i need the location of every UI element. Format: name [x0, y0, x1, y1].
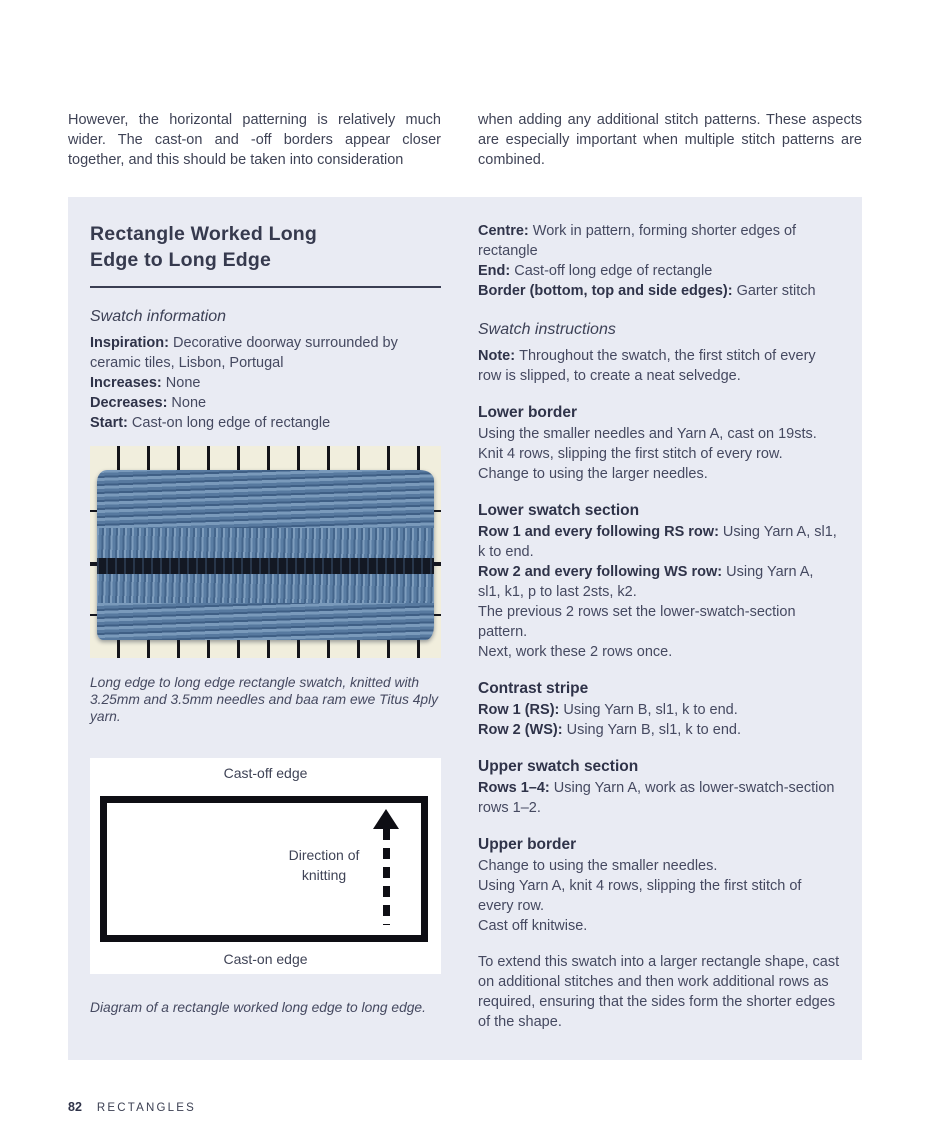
instruction-line: Row 1 and every following RS row: Using Yarn A, sl1, k to end. [478, 524, 837, 560]
contrast-stripe-band [97, 558, 434, 573]
info-label: Increases: [90, 375, 166, 391]
intro-paragraphs [68, 0, 862, 170]
swatch-photo [90, 446, 441, 658]
section-upper-swatch [478, 756, 840, 818]
info-value: None [171, 395, 207, 411]
info-label: End: [478, 263, 515, 279]
instruction-line: The previous 2 rows set the lower-swatch-section pattern. [478, 604, 796, 640]
info-line [90, 333, 441, 373]
knitted-swatch [97, 470, 434, 640]
pattern-panel [68, 197, 862, 1060]
info-label: Inspiration: [90, 335, 173, 351]
instruction-line: Cast off knitwise. [478, 918, 588, 934]
section-title: Lower border [478, 404, 578, 421]
info-value: Work in pattern, forming shorter edges of rectangle [478, 223, 797, 259]
note-line [478, 346, 840, 386]
instruction-line: Using Yarn A, knit 4 rows, slipping the first stitch of every row. [478, 878, 802, 914]
row-label: Row 2 (WS): [478, 722, 567, 738]
cast-on-edge-label: Cast-on edge [223, 951, 308, 967]
section-contrast-stripe [478, 678, 840, 740]
row-label: Row 2 and every following WS row: [478, 564, 727, 580]
ruler-ticks-top [90, 446, 441, 472]
title-rule [90, 286, 441, 288]
chapter-title: RECTANGLES [96, 1102, 197, 1114]
section-lower-swatch [478, 500, 840, 662]
note-text: Throughout the swatch, the first stitch of every row is slipped, to create a neat selvedge. [478, 348, 816, 384]
section-title: Upper border [478, 836, 577, 853]
swatch-information-list [90, 333, 441, 433]
swatch-information-heading: Swatch information [90, 308, 227, 325]
info-value: Decorative doorway surrounded by ceramic tiles, Lisbon, Portugal [90, 335, 398, 371]
instruction-line: Rows 1–4: Using Yarn A, work as lower-swatch-section rows 1–2. [478, 780, 835, 816]
garter-band-bottom [97, 603, 434, 640]
info-line [90, 373, 441, 393]
swatch-instructions-heading: Swatch instructions [478, 321, 616, 338]
panel-title: Rectangle Worked Long Edge to Long Edge [90, 223, 318, 271]
info-label: Decreases: [90, 395, 172, 411]
info-value: Cast-off long edge of rectangle [514, 263, 713, 279]
rectangle-diagram [90, 758, 441, 974]
instruction-line: Row 2 (WS): Using Yarn B, sl1, k to end. [478, 722, 741, 738]
page-number: 82 [68, 1100, 82, 1114]
info-line [478, 261, 840, 281]
stockinette-band-upper [97, 528, 434, 559]
intro-paragraph-right: when adding any additional stitch patterns. These aspects are especially important when multiple stitch patterns are combined. [478, 112, 862, 168]
closing-paragraph: To extend this swatch into a larger rectangle shape, cast on additional stitches and then work additional rows as required, ensuring that the sides form the shorter edges of the shape. [478, 954, 840, 1030]
dashed-arrow-shaft [383, 829, 390, 925]
info-line [478, 221, 840, 261]
stockinette-band-lower [97, 574, 434, 603]
direction-of-knitting-label: Direction of knitting [288, 847, 360, 883]
cast-off-edge-label: Cast-off edge [223, 765, 308, 781]
panel-left-column [90, 221, 441, 1032]
row-label: Row 1 and every following RS row: [478, 524, 723, 540]
section-upper-border [478, 834, 840, 936]
row-label: Row 1 (RS): [478, 702, 564, 718]
instruction-line: Row 1 (RS): Using Yarn B, sl1, k to end. [478, 702, 738, 718]
info-line [478, 281, 840, 301]
panel-right-column [478, 221, 840, 1032]
section-lower-border [478, 402, 840, 484]
info-label: Start: [90, 415, 132, 431]
instruction-line: Change to using the larger needles. [478, 466, 708, 482]
instruction-line: Next, work these 2 rows once. [478, 644, 673, 660]
section-title: Contrast stripe [478, 680, 589, 697]
row-label: Rows 1–4: [478, 780, 554, 796]
info-value: Garter stitch [736, 283, 816, 299]
note-label: Note: [478, 348, 520, 364]
instruction-line: Using the smaller needles and Yarn A, cast on 19sts. [478, 426, 817, 442]
info-line [90, 393, 441, 413]
section-title: Lower swatch section [478, 502, 640, 519]
arrow-up-icon [373, 809, 399, 929]
instruction-line: Row 2 and every following WS row: Using Yarn A, sl1, k1, p to last 2sts, k2. [478, 564, 814, 600]
info-line [90, 413, 441, 433]
intro-paragraph-left: However, the horizontal patterning is relatively much wider. The cast-on and -off borders appear closer together, and this should be taken into consideration [68, 112, 441, 168]
instruction-line: Change to using the smaller needles. [478, 858, 718, 874]
info-value: Cast-on long edge of rectangle [131, 415, 331, 431]
garter-band-top [97, 470, 434, 528]
diagram-caption: Diagram of a rectangle worked long edge to long edge. [90, 1000, 426, 1015]
info-label: Centre: [478, 223, 533, 239]
info-value: None [165, 375, 201, 391]
page-footer [68, 1100, 862, 1114]
rectangle-outline [100, 796, 428, 942]
photo-caption: Long edge to long edge rectangle swatch, knitted with 3.25mm and 3.5mm needles and baa ram ewe Titus 4ply yarn. [90, 675, 439, 724]
instruction-line: Knit 4 rows, slipping the first stitch of every row. [478, 446, 783, 462]
arrowhead [373, 809, 399, 829]
section-title: Upper swatch section [478, 758, 639, 775]
pattern-summary-list [478, 221, 840, 301]
info-label: Border (bottom, top and side edges): [478, 283, 737, 299]
